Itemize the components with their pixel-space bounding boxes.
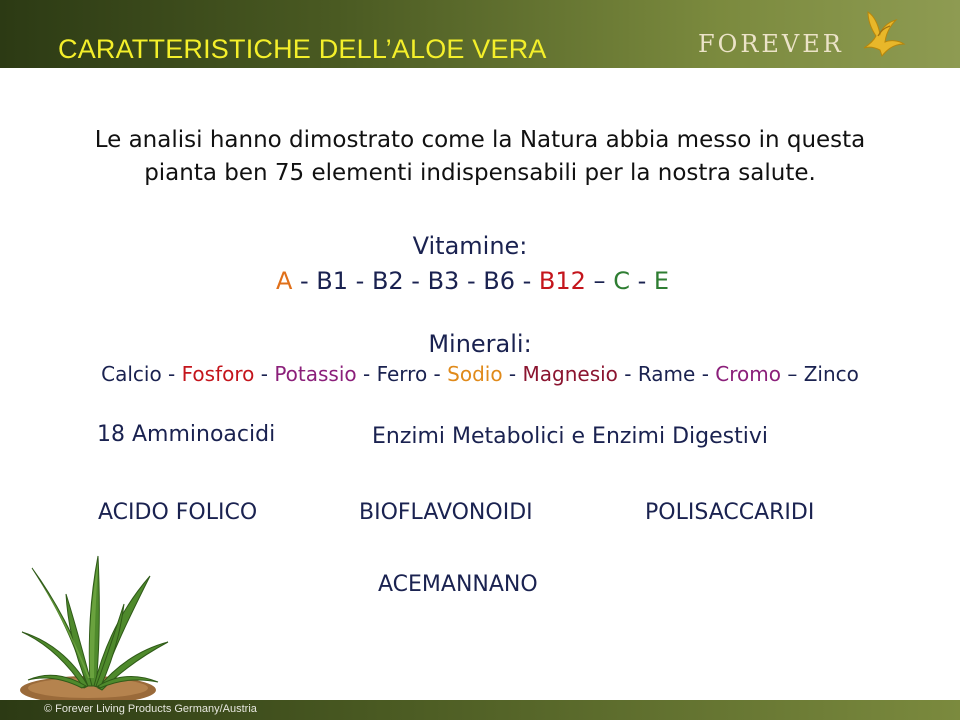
mineral-item: Zinco xyxy=(803,362,859,386)
vitamins-list xyxy=(0,267,945,295)
vitamin-separator: - xyxy=(292,267,317,295)
intro-line-2: pianta ben 75 elementi indispensabili per la nostra salute. xyxy=(144,160,816,186)
phoenix-bird-icon xyxy=(860,6,908,64)
minerals-heading: Minerali: xyxy=(428,330,532,358)
mineral-item: Cromo xyxy=(715,362,781,386)
mineral-separator: - xyxy=(427,362,448,386)
mineral-item: Rame xyxy=(637,362,696,386)
copyright-text: © Forever Living Products Germany/Austria xyxy=(44,703,257,715)
bioflavonoidi-label: BIOFLAVONOIDI xyxy=(359,500,533,525)
mineral-item: Sodio xyxy=(447,362,503,386)
header-bar xyxy=(0,0,960,68)
vitamin-separator: - xyxy=(514,267,539,295)
vitamin-item: B6 xyxy=(483,267,515,295)
vitamin-separator: - xyxy=(629,267,654,295)
aloe-plant-image xyxy=(18,548,178,708)
mineral-separator: - xyxy=(502,362,523,386)
mineral-separator: - xyxy=(617,362,638,386)
mineral-separator: - xyxy=(356,362,377,386)
mineral-item: Potassio xyxy=(274,362,357,386)
mineral-item: Magnesio xyxy=(522,362,618,386)
acemannano-label: ACEMANNANO xyxy=(378,572,538,597)
mineral-separator: - xyxy=(161,362,182,386)
logo-text: FOREVER xyxy=(698,30,844,58)
vitamin-separator: - xyxy=(459,267,484,295)
mineral-item: Ferro xyxy=(376,362,428,386)
mineral-item: Fosforo xyxy=(181,362,255,386)
intro-line-1: Le analisi hanno dimostrato come la Natura abbia messo in questa xyxy=(94,127,866,153)
vitamin-separator: - xyxy=(403,267,428,295)
slide-title: CARATTERISTICHE DELL’ALOE VERA xyxy=(58,34,547,64)
vitamin-item: B12 xyxy=(538,267,586,295)
mineral-separator: - xyxy=(695,362,716,386)
enzimi-label: Enzimi Metabolici e Enzimi Digestivi xyxy=(372,424,768,449)
vitamin-item: B1 xyxy=(316,267,349,295)
amminoacidi-label: 18 Amminoacidi xyxy=(97,422,276,447)
intro-paragraph xyxy=(0,124,960,190)
vitamin-item: C xyxy=(613,267,630,295)
mineral-separator: – xyxy=(780,362,804,386)
polisaccaridi-label: POLISACCARIDI xyxy=(645,500,815,525)
mineral-item: Calcio xyxy=(101,362,162,386)
vitamin-item: B3 xyxy=(427,267,460,295)
minerals-list xyxy=(0,362,960,386)
vitamin-separator: - xyxy=(348,267,372,295)
vitamins-heading: Vitamine: xyxy=(412,232,528,260)
vitamin-item: E xyxy=(653,267,670,295)
vitamin-item: B2 xyxy=(371,267,404,295)
mineral-separator: - xyxy=(254,362,275,386)
vitamin-item: A xyxy=(275,267,293,295)
acido-folico-label: ACIDO FOLICO xyxy=(98,500,258,525)
vitamin-separator: – xyxy=(585,267,614,295)
